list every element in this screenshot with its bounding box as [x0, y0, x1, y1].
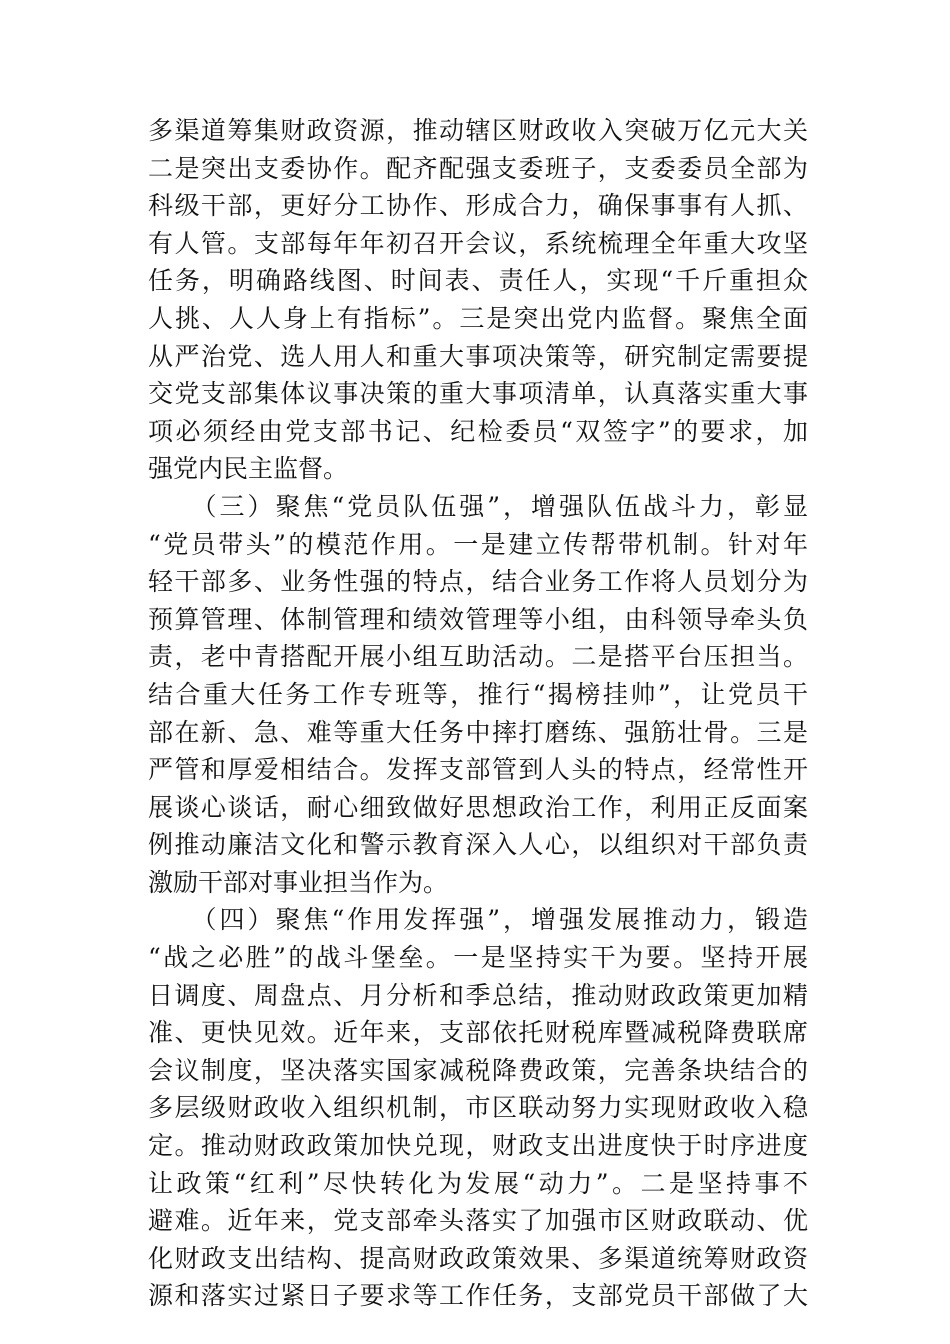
text-line: 日调度、周盘点、月分析和季总结，推动财政政策更加精 — [148, 980, 808, 1010]
text-line: 项必须经由党支部书记、纪检委员“双签字”的要求，加 — [148, 416, 808, 446]
text-line: 源和落实过紧日子要求等工作任务，支部党员干部做了大 — [148, 1281, 808, 1311]
text-line: （三）聚焦“党员队伍强”，增强队伍战斗力，彰显 — [148, 491, 808, 521]
text-line: “战之必胜”的战斗堡垒。一是坚持实干为要。坚持开展 — [148, 943, 808, 973]
text-line: 二是突出支委协作。配齐配强支委班子，支委委员全部为 — [148, 153, 808, 183]
text-line: 多渠道筹集财政资源，推动辖区财政收入突破万亿元大关 — [148, 116, 808, 145]
text-line: 人挑、人人身上有指标”。三是突出党内监督。聚焦全面 — [148, 303, 808, 333]
text-line: 会议制度，坚决落实国家减税降费政策，完善条块结合的 — [148, 1055, 808, 1085]
text-line: （四）聚焦“作用发挥强”，增强发展推动力，锻造 — [148, 905, 808, 935]
text-line: 科级干部，更好分工协作、形成合力，确保事事有人抓、 — [148, 191, 808, 221]
document-body-text — [148, 112, 808, 1315]
text-line: 避难。近年来，党支部牵头落实了加强市区财政联动、优 — [148, 1206, 808, 1236]
text-line: 预算管理、体制管理和绩效管理等小组，由科领导牵头负 — [148, 604, 808, 634]
text-line: 强党内民主监督。 — [148, 454, 349, 484]
text-line: 例推动廉洁文化和警示教育深入人心，以组织对干部负责 — [148, 830, 808, 860]
text-line: 结合重大任务工作专班等，推行“揭榜挂帅”，让党员干 — [148, 679, 808, 709]
text-line: 有人管。支部每年年初召开会议，系统梳理全年重大攻坚 — [148, 228, 808, 258]
text-line: 责，老中青搭配开展小组互助活动。二是搭平台压担当。 — [148, 642, 808, 672]
text-line: 化财政支出结构、提高财政政策效果、多渠道统筹财政资 — [148, 1243, 808, 1273]
text-line: 激励干部对事业担当作为。 — [148, 867, 449, 897]
text-line: “党员带头”的模范作用。一是建立传帮带机制。针对年 — [148, 529, 808, 559]
text-line: 准、更快见效。近年来，支部依托财税库暨减税降费联席 — [148, 1018, 808, 1048]
text-line: 交党支部集体议事决策的重大事项清单，认真落实重大事 — [148, 379, 808, 409]
text-line: 从严治党、选人用人和重大事项决策等，研究制定需要提 — [148, 341, 808, 371]
text-line: 多层级财政收入组织机制，市区联动努力实现财政收入稳 — [148, 1093, 808, 1123]
text-line: 让政策“红利”尽快转化为发展“动力”。二是坚持事不 — [148, 1168, 808, 1198]
text-line: 轻干部多、业务性强的特点，结合业务工作将人员划分为 — [148, 567, 808, 597]
text-line: 定。推动财政政策加快兑现，财政支出进度快于时序进度 — [148, 1131, 808, 1161]
text-line: 严管和厚爱相结合。发挥支部管到人头的特点，经常性开 — [148, 755, 808, 785]
text-line: 任务，明确路线图、时间表、责任人，实现“千斤重担众 — [148, 266, 808, 296]
text-line: 部在新、急、难等重大任务中摔打磨练、强筋壮骨。三是 — [148, 717, 808, 747]
text-line: 展谈心谈话，耐心细致做好思想政治工作，利用正反面案 — [148, 792, 808, 822]
